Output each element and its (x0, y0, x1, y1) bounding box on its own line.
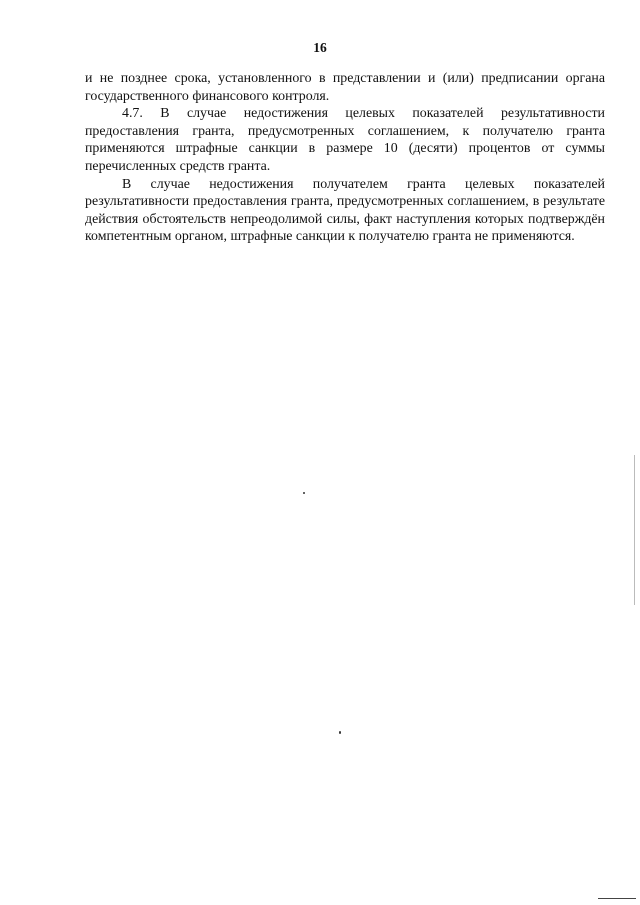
paragraph-clause-4-7: 4.7. В случае недостижения целевых показателей результативности предоставления гранта, предусмотренных соглашением, к получателю гранта применяются штрафные санкции в размере 10 (десяти) процентов от суммы перечисленных средств гранта. (85, 106, 605, 174)
scan-edge-mark (598, 898, 636, 899)
scan-speck (303, 492, 305, 494)
scan-edge-mark (634, 455, 635, 605)
paragraph-force-majeure: В случае недостижения получателем гранта целевых показателей результативности предоставления гранта, предусмотренных соглашением, в результате действия обстоятельств непреодолимой силы, факт наступления которых подтверждён компетентным органом, штрафные санкции к получателю гранта не применяются. (85, 176, 605, 245)
paragraph-continuation: и не позднее срока, установленного в представлении и (или) предписании органа государственного финансового контроля. (85, 71, 605, 104)
document-body (85, 70, 605, 246)
scan-speck (339, 731, 341, 734)
page-number: 16 (313, 40, 327, 55)
